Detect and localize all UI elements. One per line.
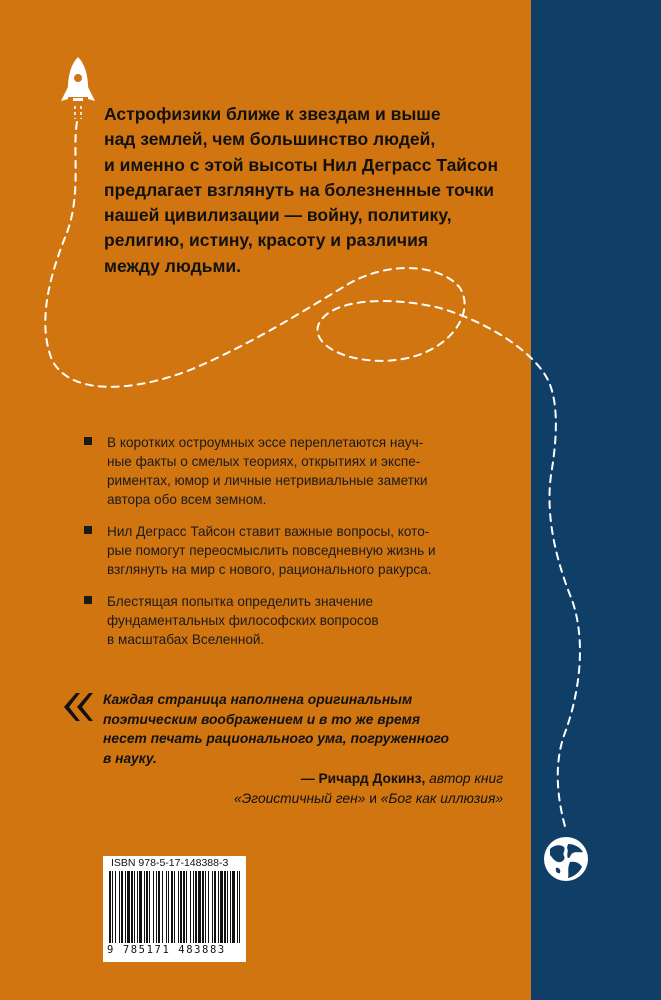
bullet-square-icon: [84, 526, 92, 534]
book-title-1: «Эгоистичный ген»: [234, 790, 366, 806]
lead-line: над землей, чем большинство людей,: [104, 129, 436, 150]
conjunction: и: [369, 790, 377, 806]
bullet-line: В коротких остроумных эссе переплетаются науч-: [107, 435, 424, 450]
isbn-label: ISBN 978-5-17-148388-3: [111, 857, 229, 869]
bullet-line: рые помогут переосмыслить повседневную жизнь и: [107, 543, 436, 558]
bullet-square-icon: [84, 596, 92, 604]
bullet-item: [84, 592, 504, 649]
lead-paragraph: [104, 102, 504, 279]
barcode-digits: 9 785171 483883: [107, 944, 226, 956]
bullet-line: ные факты о смелых теориях, открытиях и экспе-: [107, 454, 421, 469]
quote-line: в науку.: [103, 750, 157, 766]
quote-attribution: [103, 769, 503, 808]
bullet-line: риментах, юмор и личные нетривиальные заметки: [107, 473, 428, 488]
bullet-square-icon: [84, 437, 92, 445]
attribution-line-1: [103, 769, 503, 789]
bullet-item: [84, 433, 504, 509]
quote-line: поэтическим воображением и в то же время: [103, 711, 420, 727]
lead-line: и именно с этой высоты Нил Деграсс Тайсон: [104, 154, 499, 175]
quote-text: [103, 690, 503, 768]
bullet-line: фундаментальных философских вопросов: [107, 613, 379, 628]
barcode-box: [103, 856, 246, 962]
quote-line: Каждая страница наполнена оригинальным: [103, 692, 413, 707]
bullet-line: Блестящая попытка определить значение: [107, 594, 374, 609]
author-role: автор книг: [429, 771, 503, 786]
lead-line: предлагает взглянуть на болезненные точки: [104, 179, 495, 200]
quote-icon: [60, 690, 94, 724]
lead-line: нашей цивилизации — войну, политику,: [104, 205, 452, 226]
book-title-2: «Бог как иллюзия»: [380, 790, 503, 806]
bullet-line: в масштабах Вселенной.: [107, 632, 265, 647]
lead-line: Астрофизики ближе к звездам и выше: [104, 104, 441, 124]
quote-line: несет печать рационального ума, погруженного: [103, 731, 449, 746]
lead-line: религию, истину, красоту и различия: [104, 230, 429, 251]
bullet-list: [84, 433, 504, 662]
bullet-line: автора обо всем земном.: [107, 492, 267, 507]
lead-line: между людьми.: [104, 255, 242, 276]
author-name: — Ричард Докинз,: [300, 771, 426, 786]
attribution-line-2: [103, 789, 503, 809]
barcode-bars: [109, 871, 240, 943]
bullet-item: [84, 522, 504, 579]
globe-icon: [542, 835, 590, 883]
bullet-line: Нил Деграсс Тайсон ставит важные вопросы, кото-: [107, 524, 430, 539]
bullet-line: взглянуть на мир с нового, рационального ракурса.: [107, 562, 432, 577]
rocket-icon: [58, 55, 98, 127]
